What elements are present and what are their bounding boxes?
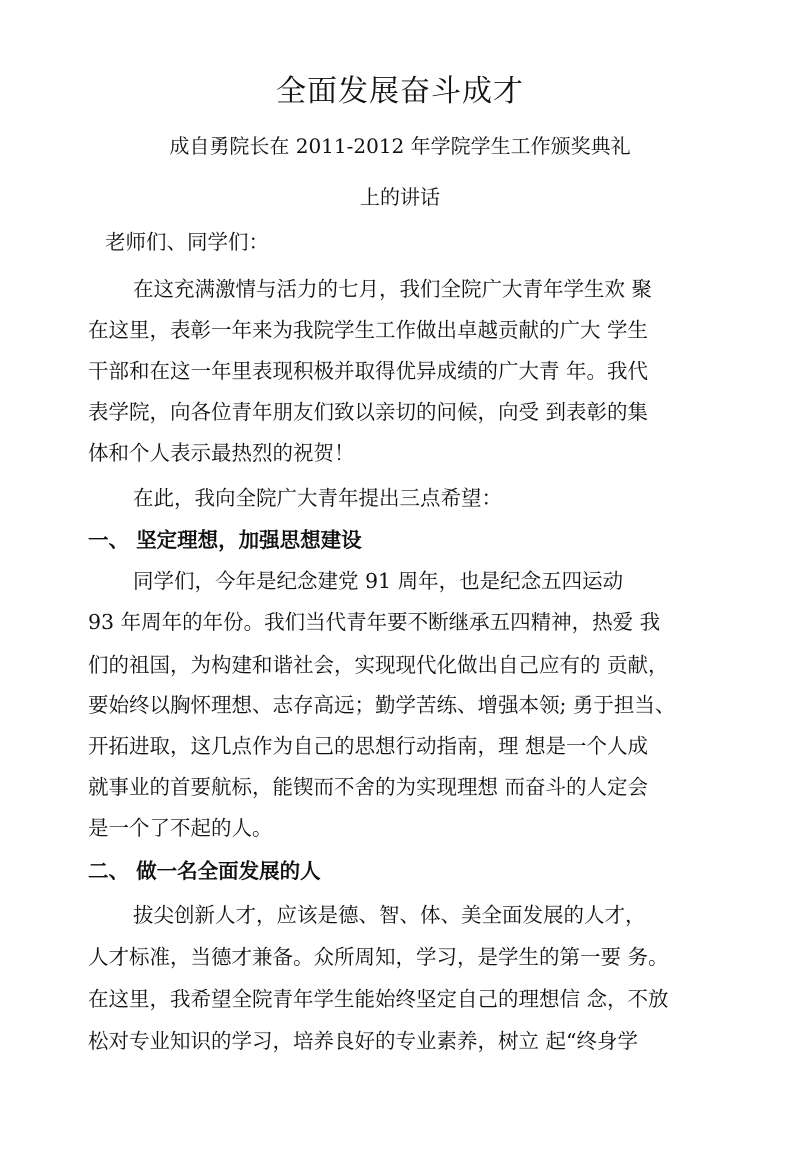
section-heading-2: 二、 做一名全面发展的人 <box>88 859 321 883</box>
paragraph-line: 人才标准，当德才兼备。众所周知，学习，是学生的第一要 务。 <box>88 945 669 969</box>
paragraph-line: 表学院，向各位青年朋友们致以亲切的问候，向受 到表彰的集 <box>88 400 649 424</box>
paragraph-line: 体和个人表示最热烈的祝贺！ <box>88 441 355 465</box>
paragraph-line: 们的祖国，为构建和谐社会，实现现代化做出自己应有的 贡献， <box>88 653 669 677</box>
document-title: 全面发展奋斗成才 <box>276 74 524 109</box>
paragraph-line: 是一个了不起的人。 <box>88 816 273 840</box>
paragraph-line: 干部和在这一年里表现积极并取得优异成绩的广大青 年。我代 <box>88 359 649 383</box>
paragraph-line: 93 年周年的年份。我们当代青年要不断继承五四精神，热爱 我 <box>88 610 661 634</box>
paragraph-line: 在这里，表彰一年来为我院学生工作做出卓越贡献的广大 学生 <box>88 318 649 342</box>
paragraph-line: 在这里，我希望全院青年学生能始终坚定自己的理想信 念，不放 <box>88 987 669 1011</box>
document-subtitle-line1: 成自勇院长在 2011-2012 年学院学生工作颁奖典礼 <box>169 134 631 158</box>
section-heading-1: 一、 坚定理想，加强思想建设 <box>88 528 362 552</box>
paragraph-line: 拔尖创新人才，应该是德、智、体、美全面发展的人才， <box>133 903 646 927</box>
paragraph-line: 同学们，今年是纪念建党 91 周年，也是纪念五四运动 <box>133 569 624 593</box>
document-subtitle-line2: 上的讲话 <box>360 185 440 209</box>
paragraph-line: 就事业的首要航标，能锲而不舍的为实现理想 而奋斗的人定会 <box>88 775 649 799</box>
paragraph-line: 在此，我向全院广大青年提出三点希望： <box>133 486 502 510</box>
salutation: 老师们、同学们： <box>105 230 269 254</box>
paragraph-line: 开拓进取，这几点作为自己的思想行动指南，理 想是一个人成 <box>88 734 649 758</box>
paragraph-line: 松对专业知识的学习，培养良好的专业素养，树立 起“终身学 <box>88 1029 638 1053</box>
paragraph-line: 要始终以胸怀理想、志存高远；勤学苦练、增强本领; 勇于担当、 <box>88 693 676 717</box>
paragraph-line: 在这充满激情与活力的七月，我们全院广大青年学生欢 聚 <box>133 277 653 301</box>
